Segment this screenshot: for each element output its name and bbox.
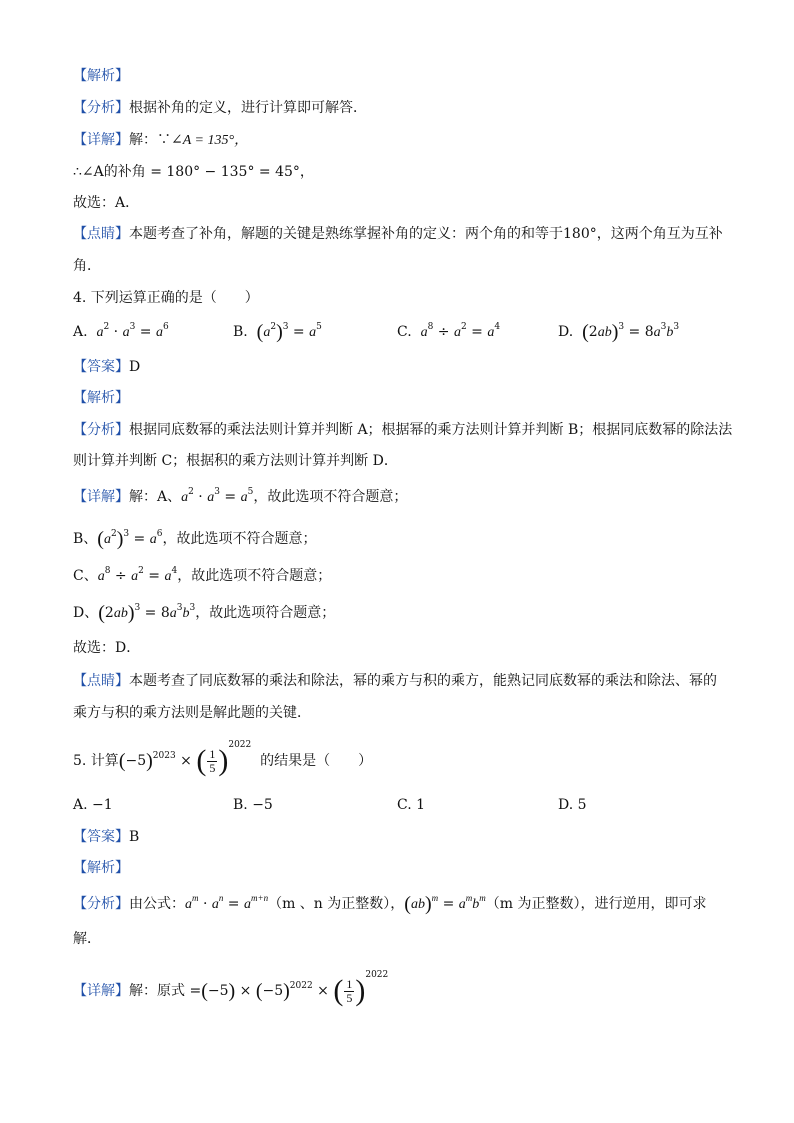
q4-option-b: B. $(a^2)^3 = a^5$ <box>233 321 322 343</box>
q4-detail-a: 【详解】解：A、$a^2 \cdot a^3 = a^5$，故此选项不符合题意； <box>73 487 408 505</box>
q4-option-d: D. $(2ab)^3 = 8a^3b^3$ <box>558 321 680 343</box>
q5-option-d: D. 5 <box>558 797 587 813</box>
q5-detail: 【详解】解：原式 $=(-5) \times (-5)^{2022}$ × ( $\frac{1}{5}$ )$^{2022}$ <box>73 970 389 1007</box>
q4-comment: 【点睛】本题考查了同底数幂的乘法和除法，幂的乘方与积的乘方，能熟记同底数幂的乘法和除法、幂的 <box>73 673 717 689</box>
q4-fenxi: 【分析】根据同底数幂的乘法法则计算并判断 A；根据幂的乘方法则计算并判断 B；根据同底数幂的除法法 <box>73 422 733 438</box>
q4-comment-cont: 乘方与积的乘方法则是解此题的关键． <box>73 705 311 721</box>
q4-analysis-heading: 【解析】 <box>73 390 129 406</box>
q3-choose: 故选：A． <box>73 195 140 211</box>
q5-option-c: C. 1 <box>397 797 426 813</box>
q4-answer: 【答案】D <box>73 359 141 375</box>
q4-detail-d: D、$(2ab)^3 = 8a^3b^3$，故此选项符合题意； <box>73 602 336 624</box>
q3-detail: 【详解】解：∵∠A = 135°， <box>73 132 249 148</box>
q5-analysis-heading: 【解析】 <box>73 860 129 876</box>
q4-choose: 故选：D． <box>73 640 141 656</box>
q3-analysis-heading: 【解析】 <box>73 68 129 84</box>
q4-fenxi-cont: 则计算并判断 C；根据积的乘方法则计算并判断 D． <box>73 453 398 469</box>
q5-option-a: A. −1 <box>73 797 113 813</box>
q3-therefore: ∴∠A的补角 = 180° − 135° = 45°， <box>73 164 314 180</box>
q3-comment-cont: 角． <box>73 258 101 274</box>
q3-fenxi: 【分析】根据补角的定义，进行计算即可解答． <box>73 100 367 116</box>
q5-fenxi: 【分析】由公式：$a^m \cdot a^n = a^{m+n}(m$ 、n 为正整数），$(ab)^m = a^mb^m(m$ 为正整数），进行逆用，即可求 <box>73 893 707 915</box>
q3-comment: 【点睛】本题考查了补角，解题的关键是熟练掌握补角的定义：两个角的和等于180°，这两个角互为互补 <box>73 226 723 242</box>
q4-stem: 4. 下列运算正确的是（ ） <box>73 290 259 306</box>
q4-detail-b: B、$(a^2)^3 = a^6$，故此选项不符合题意； <box>73 528 317 550</box>
q5-stem: 5. 计算$(-5)^{2023}$ × ( $\frac{1}{5}$ )$^{2022}$ 的结果是（ ） <box>73 740 373 777</box>
q4-option-c: C. $a^8 \div a^2 = a^4$ <box>397 322 501 340</box>
q4-option-a: A. $a^2 \cdot a^3 = a^6$ <box>73 322 169 340</box>
q5-answer: 【答案】B <box>73 829 140 845</box>
q5-fenxi-cont: 解． <box>73 931 101 947</box>
q4-detail-c: C、$a^8 \div a^2 = a^4$，故此选项不符合题意； <box>73 566 332 584</box>
q5-option-b: B. −5 <box>233 797 273 813</box>
